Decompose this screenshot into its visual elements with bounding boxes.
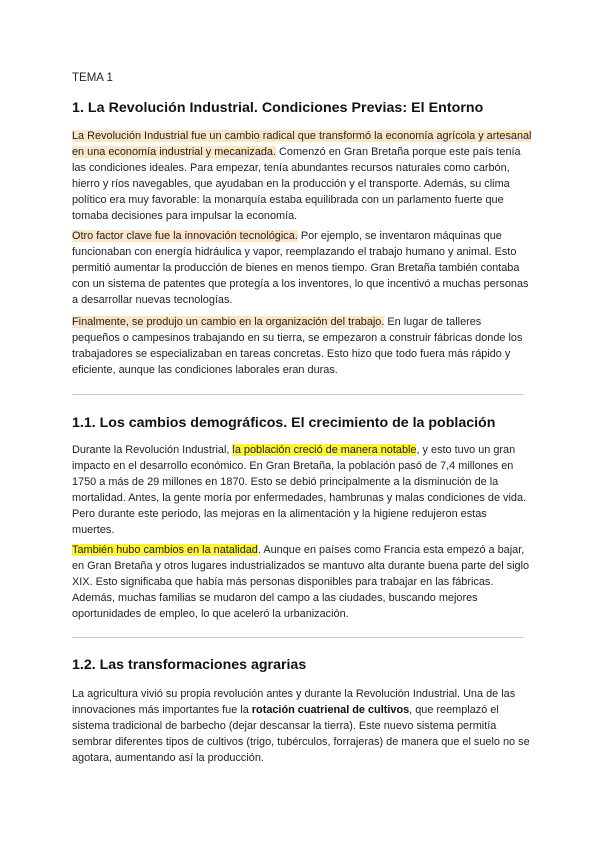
paragraph-text: . Aunque en países como Francia esta empezó a bajar, en Gran Bretaña y otros lugares industrializados se mantuvo alta durante buena parte del siglo XIX. Esto significaba que había más personas disponibles para trabajar en las fábricas. Además, muchas familias se mudaron del campo a las ciudades, buscando mejores oportunidades de empleo, lo que aceleró la urbanización. xyxy=(72,544,530,621)
section-divider xyxy=(72,394,524,395)
paragraph-text: , y esto tuvo un gran impacto en el desarrollo económico. En Gran Bretaña, la población pasó de 7,4 millones en 1750 a más de 29 millones en 1870. Esto se debió principalmente a la disminución de la mortalidad. Antes, la gente moría por enfermedades, hambrunas y malas condiciones de vida. Pero durante este periodo, las mejoras en la alimentación y la higiene redujeron estas muertes. xyxy=(72,444,527,537)
section-3-title: 1.2. Las transformaciones agrarias xyxy=(72,657,307,673)
highlighted-text: la población creció de manera notable xyxy=(232,444,417,456)
paragraph-text: Durante la Revolución Industrial, xyxy=(72,444,233,456)
paragraph-text: Por ejemplo, se inventaron máquinas que funcionaban con energía hidráulica y vapor, reemplazando el trabajo humano y animal. Esto permitió aumentar la producción de bienes en menos tiempo. Gran Bretaña también contaba con un sistema de patentes que protegía a los inventores, lo que incentivó a muchas personas a desarrollar nuevas tecnologías. xyxy=(72,230,529,307)
section-divider xyxy=(72,637,524,638)
bold-term: rotación cuatrienal de cultivos xyxy=(251,704,410,717)
section-2-paragraph-2 xyxy=(72,542,532,622)
section-1-title: 1. La Revolución Industrial. Condiciones Previas: El Entorno xyxy=(72,100,484,116)
section-3-paragraph-1 xyxy=(72,686,532,766)
paragraph-text: Comenzó en Gran Bretaña porque este país tenía las condiciones ideales. Para empezar, tenía abundantes recursos naturales como carbón, hierro y ríos navegables, que ayudaban en la producción y el transporte. Además, su clima político era muy favorable: la monarquía estaba equilibrada con un parlamento fuerte que tomaba decisiones para impulsar la economía. xyxy=(72,146,521,223)
section-2-paragraph-1 xyxy=(72,442,532,539)
highlighted-text: La Revolución Industrial fue un cambio radical que transformó la economía agrícola y artesanal en una economía industrial y mecanizada. xyxy=(72,130,532,159)
section-1-paragraph-3 xyxy=(72,314,532,378)
section-1-paragraph-1 xyxy=(72,128,532,225)
highlighted-text: Otro factor clave fue la innovación tecnológica. xyxy=(72,230,298,242)
highlighted-text: También hubo cambios en la natalidad xyxy=(72,544,258,556)
section-1-paragraph-2 xyxy=(72,228,532,308)
paragraph-text: , que reemplazó el sistema tradicional de barbecho (dejar descansar la tierra). Este nuevo sistema permitía sembrar diferentes tipos de cultivos (trigo, tubérculos, forrajeras) de manera que el suelo no se agotara, aumentando así la producción. xyxy=(72,704,530,765)
section-2-title: 1.1. Los cambios demográficos. El crecimiento de la población xyxy=(72,415,496,431)
tema-label: TEMA 1 xyxy=(72,72,113,84)
highlighted-text: Finalmente, se produjo un cambio en la organización del trabajo. xyxy=(72,316,385,328)
paragraph-text: La agricultura vivió su propia revolución antes y durante la Revolución Industrial. Una de las innovaciones más importantes fue la xyxy=(72,688,516,717)
paragraph-text: En lugar de talleres pequeños o campesinos trabajando en su tierra, se empezaron a construir fábricas donde los trabajadores se especializaban en tareas concretas. Esto hizo que todo fuera más rápido y eficiente, aunque las condiciones laborales eran duras. xyxy=(72,316,523,377)
